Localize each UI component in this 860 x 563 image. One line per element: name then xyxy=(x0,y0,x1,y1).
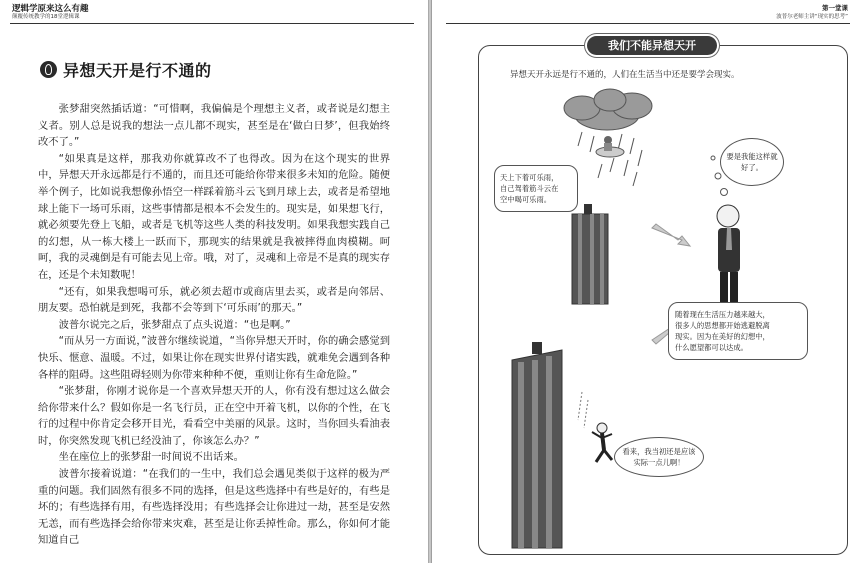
paragraph: 波普尔接着说道：“在我们的一生中，我们总会遇见类似于这样的极为严重的问题。我们固然有很多不同的选择，但是这些选择中有些是好的，有些是坏的；有些选择有用，有些选择没用；有些选择会让你进过一劫，甚至是安然无恙，而有些选择会给你带来灾难，甚至是让你丢掉性命。那么，你如何才能知道自己 xyxy=(38,468,390,547)
paragraph: “而从另一方面说，”波普尔继续说道，“当你异想天开时，你的确会感觉到快乐、惬意、温暖。不过，如果让你在现实世界付诸实践，就难免会遇到各种各样的阻碍。这些阻碍轻则为你带来种种不便，重则让你有生命危险。” xyxy=(38,335,390,381)
right-page xyxy=(432,0,860,563)
book-title: 逻辑学原来这么有趣 xyxy=(12,4,89,14)
body-text xyxy=(38,101,390,549)
tall-building-icon xyxy=(512,342,562,548)
thought-bubble-wish xyxy=(720,138,784,186)
bubble-line: 实际一点儿啊！ xyxy=(633,458,685,467)
left-page xyxy=(0,0,428,563)
flying-person-icon xyxy=(596,136,624,157)
paragraph: “张梦甜，你刚才说你是一个喜欢异想天开的人，你有没有想过这么做会给你带来什么？假如你是一名飞行员，正在空中开着飞机，以你的个性，在飞行的过程中你肯定会移开目光，看看空中美丽的风景。这时，当你回头看油表时，你突然发现飞机已经没油了，你该怎么办？” xyxy=(38,385,390,447)
section-heading xyxy=(40,58,212,81)
bubble-line: 自己驾着筋斗云在 xyxy=(500,184,559,193)
bubble-line: 随着现在生活压力越来越大， xyxy=(675,310,770,319)
bubble-line: 好了。 xyxy=(741,163,763,172)
book-subtitle: 颠覆传统教学的18堂逻辑课 xyxy=(12,14,80,20)
caption-bubble-reality xyxy=(668,302,808,360)
bubble-line: 要是我能这样就 xyxy=(726,152,778,161)
bubble-line: 天上下着可乐雨， xyxy=(500,173,559,182)
paragraph: “还有，如果我想喝可乐，就必须去超市或商店里去买，或者是向邻居、朋友要。恐怕就是到死，我都不会等到下‘可乐雨’的那天。” xyxy=(38,285,390,315)
paragraph: 张梦甜突然插话道：“可惜啊，我偏偏是个理想主义者，或者说是幻想主义者。别人总是说我的想法一点儿都不现实，甚至是在‘做白日梦’，但我始终改不了。” xyxy=(38,103,390,149)
bubble-line: 空中喝可乐雨。 xyxy=(500,195,552,204)
cartoon-illustration xyxy=(432,0,860,563)
paragraph: 波普尔说完之后，张梦甜点了点头说道：“也是啊。” xyxy=(58,318,291,331)
paragraph: 坐在座位上的张梦甜一时间说不出话来。 xyxy=(58,451,244,464)
bubble-line: 现实。因为在美好的幻想中， xyxy=(675,332,770,341)
illustration-banner: 我们不能异想天开 xyxy=(587,36,717,55)
paragraph: “如果真是这样，那我劝你就算改不了也得改。因为在这个现实的世界中，异想天开永远都是行不通的，而且还可能给你带来很多未知的危险。随便举个例子，比如说我想像孙悟空一样踩着筋斗云飞到月球上去，或者是希望地球上能下一场可乐雨，这些事情都是根本不会发生的。现实是，如果想飞行，就必须要先登上飞船，或者是飞机等这些人类的科技发明。如果我想实践自己的幻想，从一栋大楼上一跃而下，那现实的结果就是我被摔得血肉模糊。呵呵，我的灵魂倒是有可能去见上帝。哦，对了，灵魂和上帝是不是真的现实存在，还是个未知数呢！ xyxy=(38,152,390,281)
thought-bubble-regret xyxy=(614,437,704,477)
running-header-left xyxy=(12,4,89,21)
lightbulb-icon xyxy=(40,61,57,78)
rain-cloud-icon xyxy=(564,89,652,130)
building-icon xyxy=(572,204,608,304)
speech-bubble-dream xyxy=(494,165,578,212)
header-rule xyxy=(10,23,414,24)
section-title: 异想天开是行不通的 xyxy=(63,61,212,80)
lesson-subtitle: 波普尔老师主讲“现实的思考” xyxy=(776,14,848,20)
bubble-line: 什么愿望都可以达成。 xyxy=(675,343,748,352)
lesson-label: 第一堂课 xyxy=(822,4,848,12)
bubble-line: 很多人的思想都开始逃避脱离 xyxy=(675,321,770,330)
illustration-intro: 异想天开永远是行不通的，人们在生活当中还是要学会现实。 xyxy=(510,70,740,80)
bubble-line: 看来，我当初还是应该 xyxy=(622,447,696,456)
